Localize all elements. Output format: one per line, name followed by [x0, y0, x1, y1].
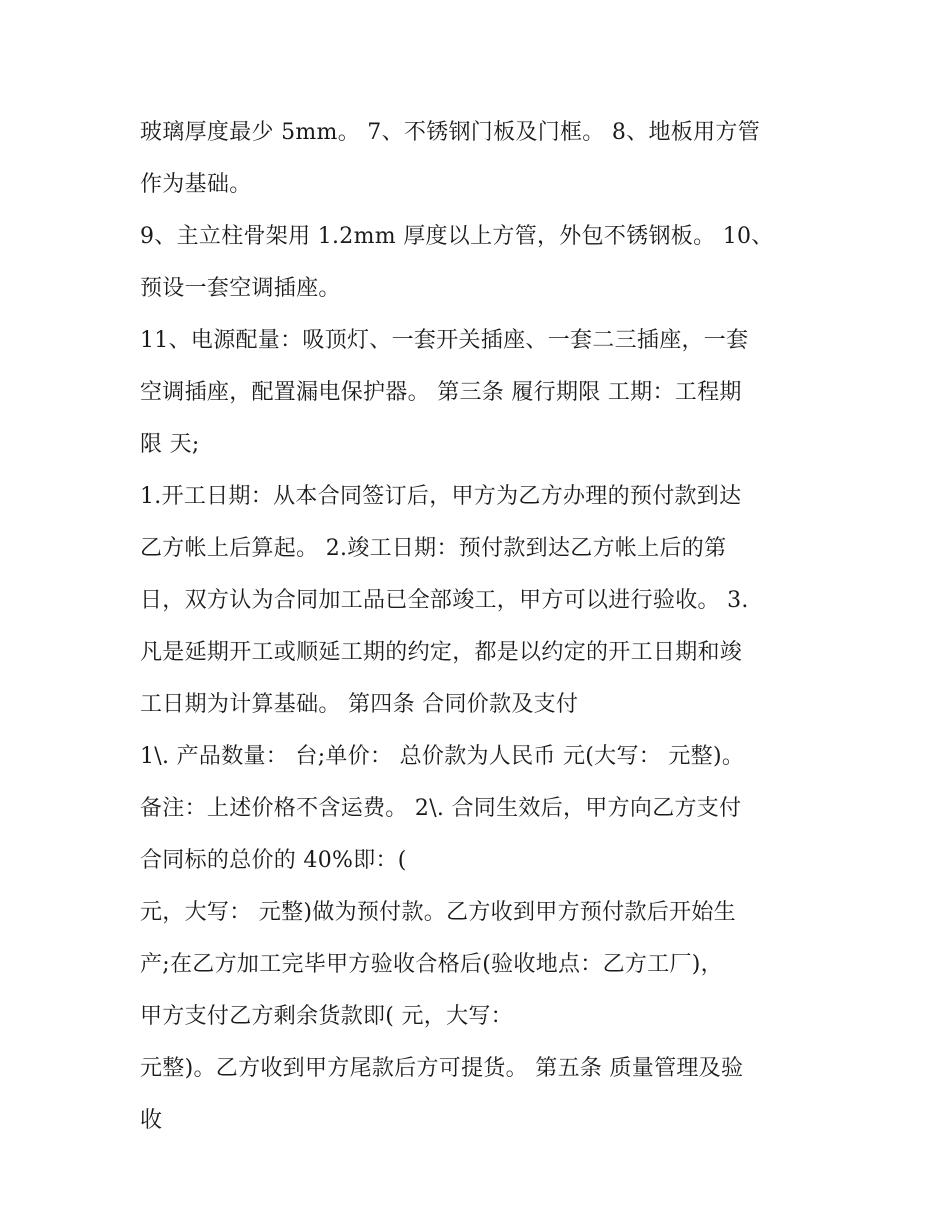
text-line-6: 空调插座，配置漏电保护器。 第三条 履行期限 工期：工程期 [140, 380, 742, 405]
text-line-3: 9、主立柱骨架用 1.2mm 厚度以上方管，外包不锈钢板。 10、 [140, 224, 774, 249]
text-line-11: 凡是延期开工或顺延工期的约定，都是以约定的开工日期和竣 [140, 640, 743, 665]
text-line-17: 产;在乙方加工完毕甲方验收合格后(验收地点：乙方工厂)， [140, 952, 723, 977]
text-line-14: 备注：上述价格不含运费。 2\. 合同生效后，甲方向乙方支付 [140, 796, 742, 821]
text-line-15: 合同标的总价的 40%即：( [140, 848, 407, 873]
text-line-2: 作为基础。 [140, 172, 252, 197]
text-line-18: 甲方支付乙方剩余货款即( 元，大写： [140, 1004, 513, 1029]
text-line-19: 元整)。乙方收到甲方尾款后方可提货。 第五条 质量管理及验 [140, 1056, 744, 1081]
text-line-7: 限 天; [140, 432, 200, 457]
text-line-12: 工日期为计算基础。 第四条 合同价款及支付 [140, 692, 579, 717]
document-page [140, 107, 820, 1147]
text-line-5: 11、电源配量：吸顶灯、一套开关插座、一套二三插座，一套 [140, 328, 749, 353]
text-line-10: 日，双方认为合同加工品已全部竣工，甲方可以进行验收。 3. [140, 588, 749, 613]
text-line-4: 预设一套空调插座。 [140, 276, 341, 301]
text-line-16: 元，大写： 元整)做为预付款。乙方收到甲方预付款后开始生 [140, 900, 736, 925]
text-line-20: 收 [140, 1108, 163, 1133]
text-line-1: 玻璃厚度最少 5mm。 7、不锈钢门板及门框。 8、地板用方管 [140, 120, 760, 145]
text-line-13: 1\. 产品数量： 台;单价： 总价款为人民币 元(大写： 元整)。 [140, 744, 745, 769]
text-line-8: 1.开工日期：从本合同签订后，甲方为乙方办理的预付款到达 [140, 484, 742, 509]
text-line-9: 乙方帐上后算起。 2.竣工日期：预付款到达乙方帐上后的第 [140, 536, 727, 561]
